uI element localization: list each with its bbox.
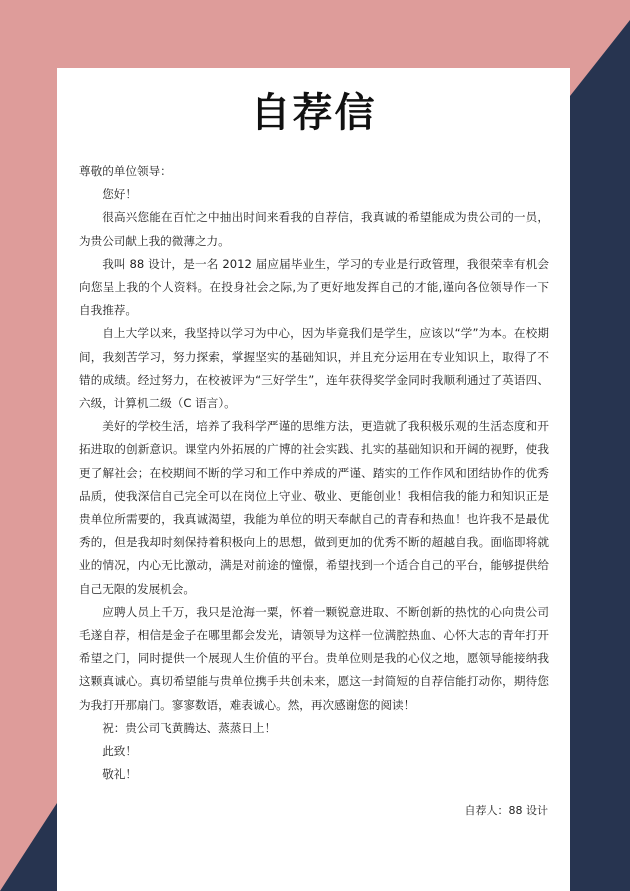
paragraph-greeting: 您好！ xyxy=(102,187,137,202)
paragraph-wishes: 祝：贵公司飞黄腾达、蒸蒸日上！ xyxy=(102,720,277,735)
signature: 自荐人：88 设计 xyxy=(464,804,548,817)
paragraph-intro: 很高兴您能在百忙之中抽出时间来看我的自荐信，我真诚的希望能成为贵公司的一员，为贵公司献上我的微薄之力。 xyxy=(79,210,549,248)
paragraph-school-life: 美好的学校生活，培养了我科学严谨的思维方法，更造就了我积极乐观的生活态度和开拓进取的创新意识。课堂内外拓展的广博的社会实践、扎实的基础知识和开阔的视野，使我更了解社会；在校期间不断的学习和工作中养成的严谨、踏实的工作作风和团结协作的优秀品质，使我深信自己完全可以在岗位上守业、敬业、更能创业！我相信我的能力和知识正是贵单位所需要的，我真诚渴望，我能为单位的明天奉献自己的青春和热血！也许我不是最优秀的，但是我却时刻保持着积极向上的思想，做到更加的优秀不断的超越自我。面临即将就业的情况，内心无比激动，满是对前途的憧憬，希望找到一个适合自己的平台，能够提供给自己无限的发展机会。 xyxy=(79,419,549,596)
paragraph-regards: 敬礼！ xyxy=(102,767,137,782)
paragraph-self-introduction: 我叫 88 设计，是一名 2012 届应届毕业生，学习的专业是行政管理，我很荣幸有机会向您呈上我的个人资料。在投身社会之际,为了更好地发挥自己的才能,谨向各位领导作一下自我推荐。 xyxy=(79,256,549,318)
navy-corner-top-right xyxy=(570,20,630,891)
letter-body xyxy=(79,160,549,786)
paragraph-study: 自上大学以来，我坚持以学习为中心，因为毕竟我们是学生，应该以“学”为本。在校期间，我刻苦学习，努力探索，掌握坚实的基础知识，并且充分运用在专业知识上，取得了不错的成绩。经过努力，在校被评为“三好学生”，连年获得奖学金同时我顺利通过了英语四、六级，计算机二级（C 语言）。 xyxy=(79,326,549,411)
letter-paper xyxy=(57,68,570,891)
paragraph-closing: 此致！ xyxy=(102,744,137,759)
salutation: 尊敬的单位领导： xyxy=(79,164,172,178)
paragraph-application: 应聘人员上千万，我只是沧海一粟，怀着一颗锐意进取、不断创新的热忱的心向贵公司毛遂自荐，相信是金子在哪里都会发光，请领导为这样一位满腔热血、心怀大志的青年打开希望之门，同时提供一个展现人生价值的平台。贵单位则是我的心仪之地，愿领导能接纳我这颗真诚心。真切希望能与贵单位携手共创未来，愿这一封简短的自荐信能打动你，期待您为我打开那扇门。寥寥数语，难表诚心。然，再次感谢您的阅读！ xyxy=(79,604,549,712)
page-title: 自荐信 xyxy=(250,90,377,136)
